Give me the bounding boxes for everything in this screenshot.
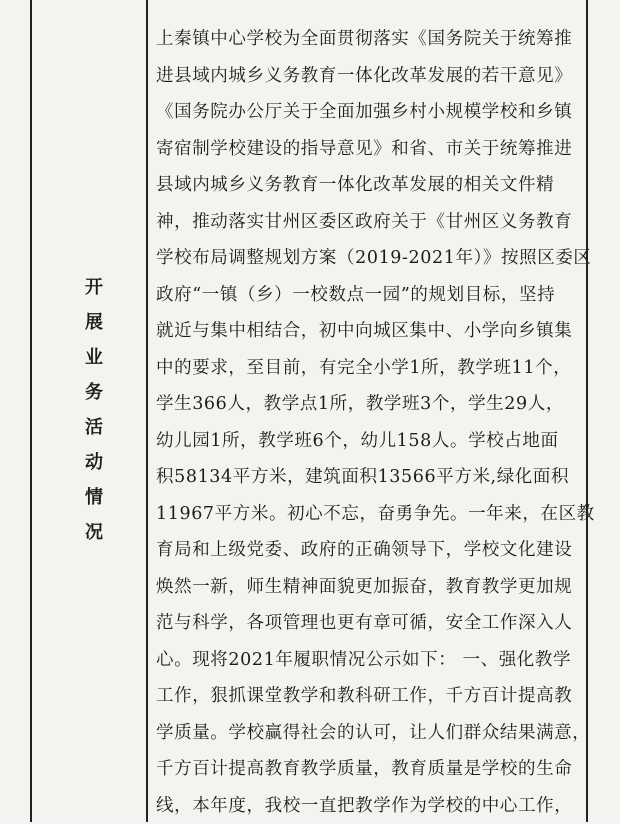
- text-line: 心。现将2021年履职情况公示如下： 一、强化教学: [156, 642, 566, 679]
- text-line: 上秦镇中心学校为全面贯彻落实《国务院关于统筹推: [156, 21, 566, 58]
- text-line: 县域内城乡义务教育一体化改革发展的相关文件精: [156, 167, 566, 204]
- text-line: 《国务院办公厅关于全面加强乡村小规模学校和乡镇: [156, 94, 566, 131]
- label-char: 业: [74, 340, 114, 375]
- label-char: 动: [74, 445, 114, 480]
- text-line: 焕然一新，师生精神面貌更加振奋，教育教学更加规: [156, 569, 566, 606]
- text-line: 千方百计提高教育教学质量，教育质量是学校的生命: [156, 751, 566, 788]
- text-line: 就近与集中相结合，初中向城区集中、小学向乡镇集: [156, 313, 566, 350]
- text-line: 积58134平方米，建筑面积13566平方米,绿化面积: [156, 459, 566, 496]
- label-char: 况: [74, 515, 114, 550]
- text-line: 寄宿制学校建设的指导意见》和省、市关于统筹推进: [156, 131, 566, 168]
- label-char: 开: [74, 270, 114, 305]
- text-line: 中的要求，至目前，有完全小学1所，教学班11个，: [156, 350, 566, 387]
- text-line: 线，本年度，我校一直把教学作为学校的中心工作，: [156, 788, 566, 824]
- label-char: 展: [74, 305, 114, 340]
- text-line: 学校布局调整规划方案（2019-2021年）》按照区委区: [156, 240, 566, 277]
- text-line: 育局和上级党委、政府的正确领导下，学校文化建设: [156, 532, 566, 569]
- section-label-column: [74, 270, 114, 550]
- text-line: 幼儿园1所，教学班6个，幼儿158人。学校占地面: [156, 423, 566, 460]
- body-text: [156, 21, 566, 824]
- text-line: 工作，狠抓课堂教学和教科研工作，千方百计提高教: [156, 678, 566, 715]
- label-char: 务: [74, 375, 114, 410]
- text-line: 11967平方米。初心不忘，奋勇争先。一年来，在区教: [156, 496, 566, 533]
- text-line: 政府“一镇（乡）一校数点一园”的规划目标，坚持: [156, 277, 566, 314]
- text-line: 学质量。学校赢得社会的认可，让人们群众结果满意，: [156, 715, 566, 752]
- text-line: 进县域内城乡义务教育一体化改革发展的若干意见》: [156, 58, 566, 95]
- column-divider: [146, 0, 148, 822]
- text-line: 神，推动落实甘州区委区政府关于《甘州区义务教育: [156, 204, 566, 241]
- text-line: 范与科学，各项管理也更有章可循，安全工作深入人: [156, 605, 566, 642]
- text-line: 学生366人，教学点1所，教学班3个，学生29人，: [156, 386, 566, 423]
- label-char: 活: [74, 410, 114, 445]
- label-char: 情: [74, 480, 114, 515]
